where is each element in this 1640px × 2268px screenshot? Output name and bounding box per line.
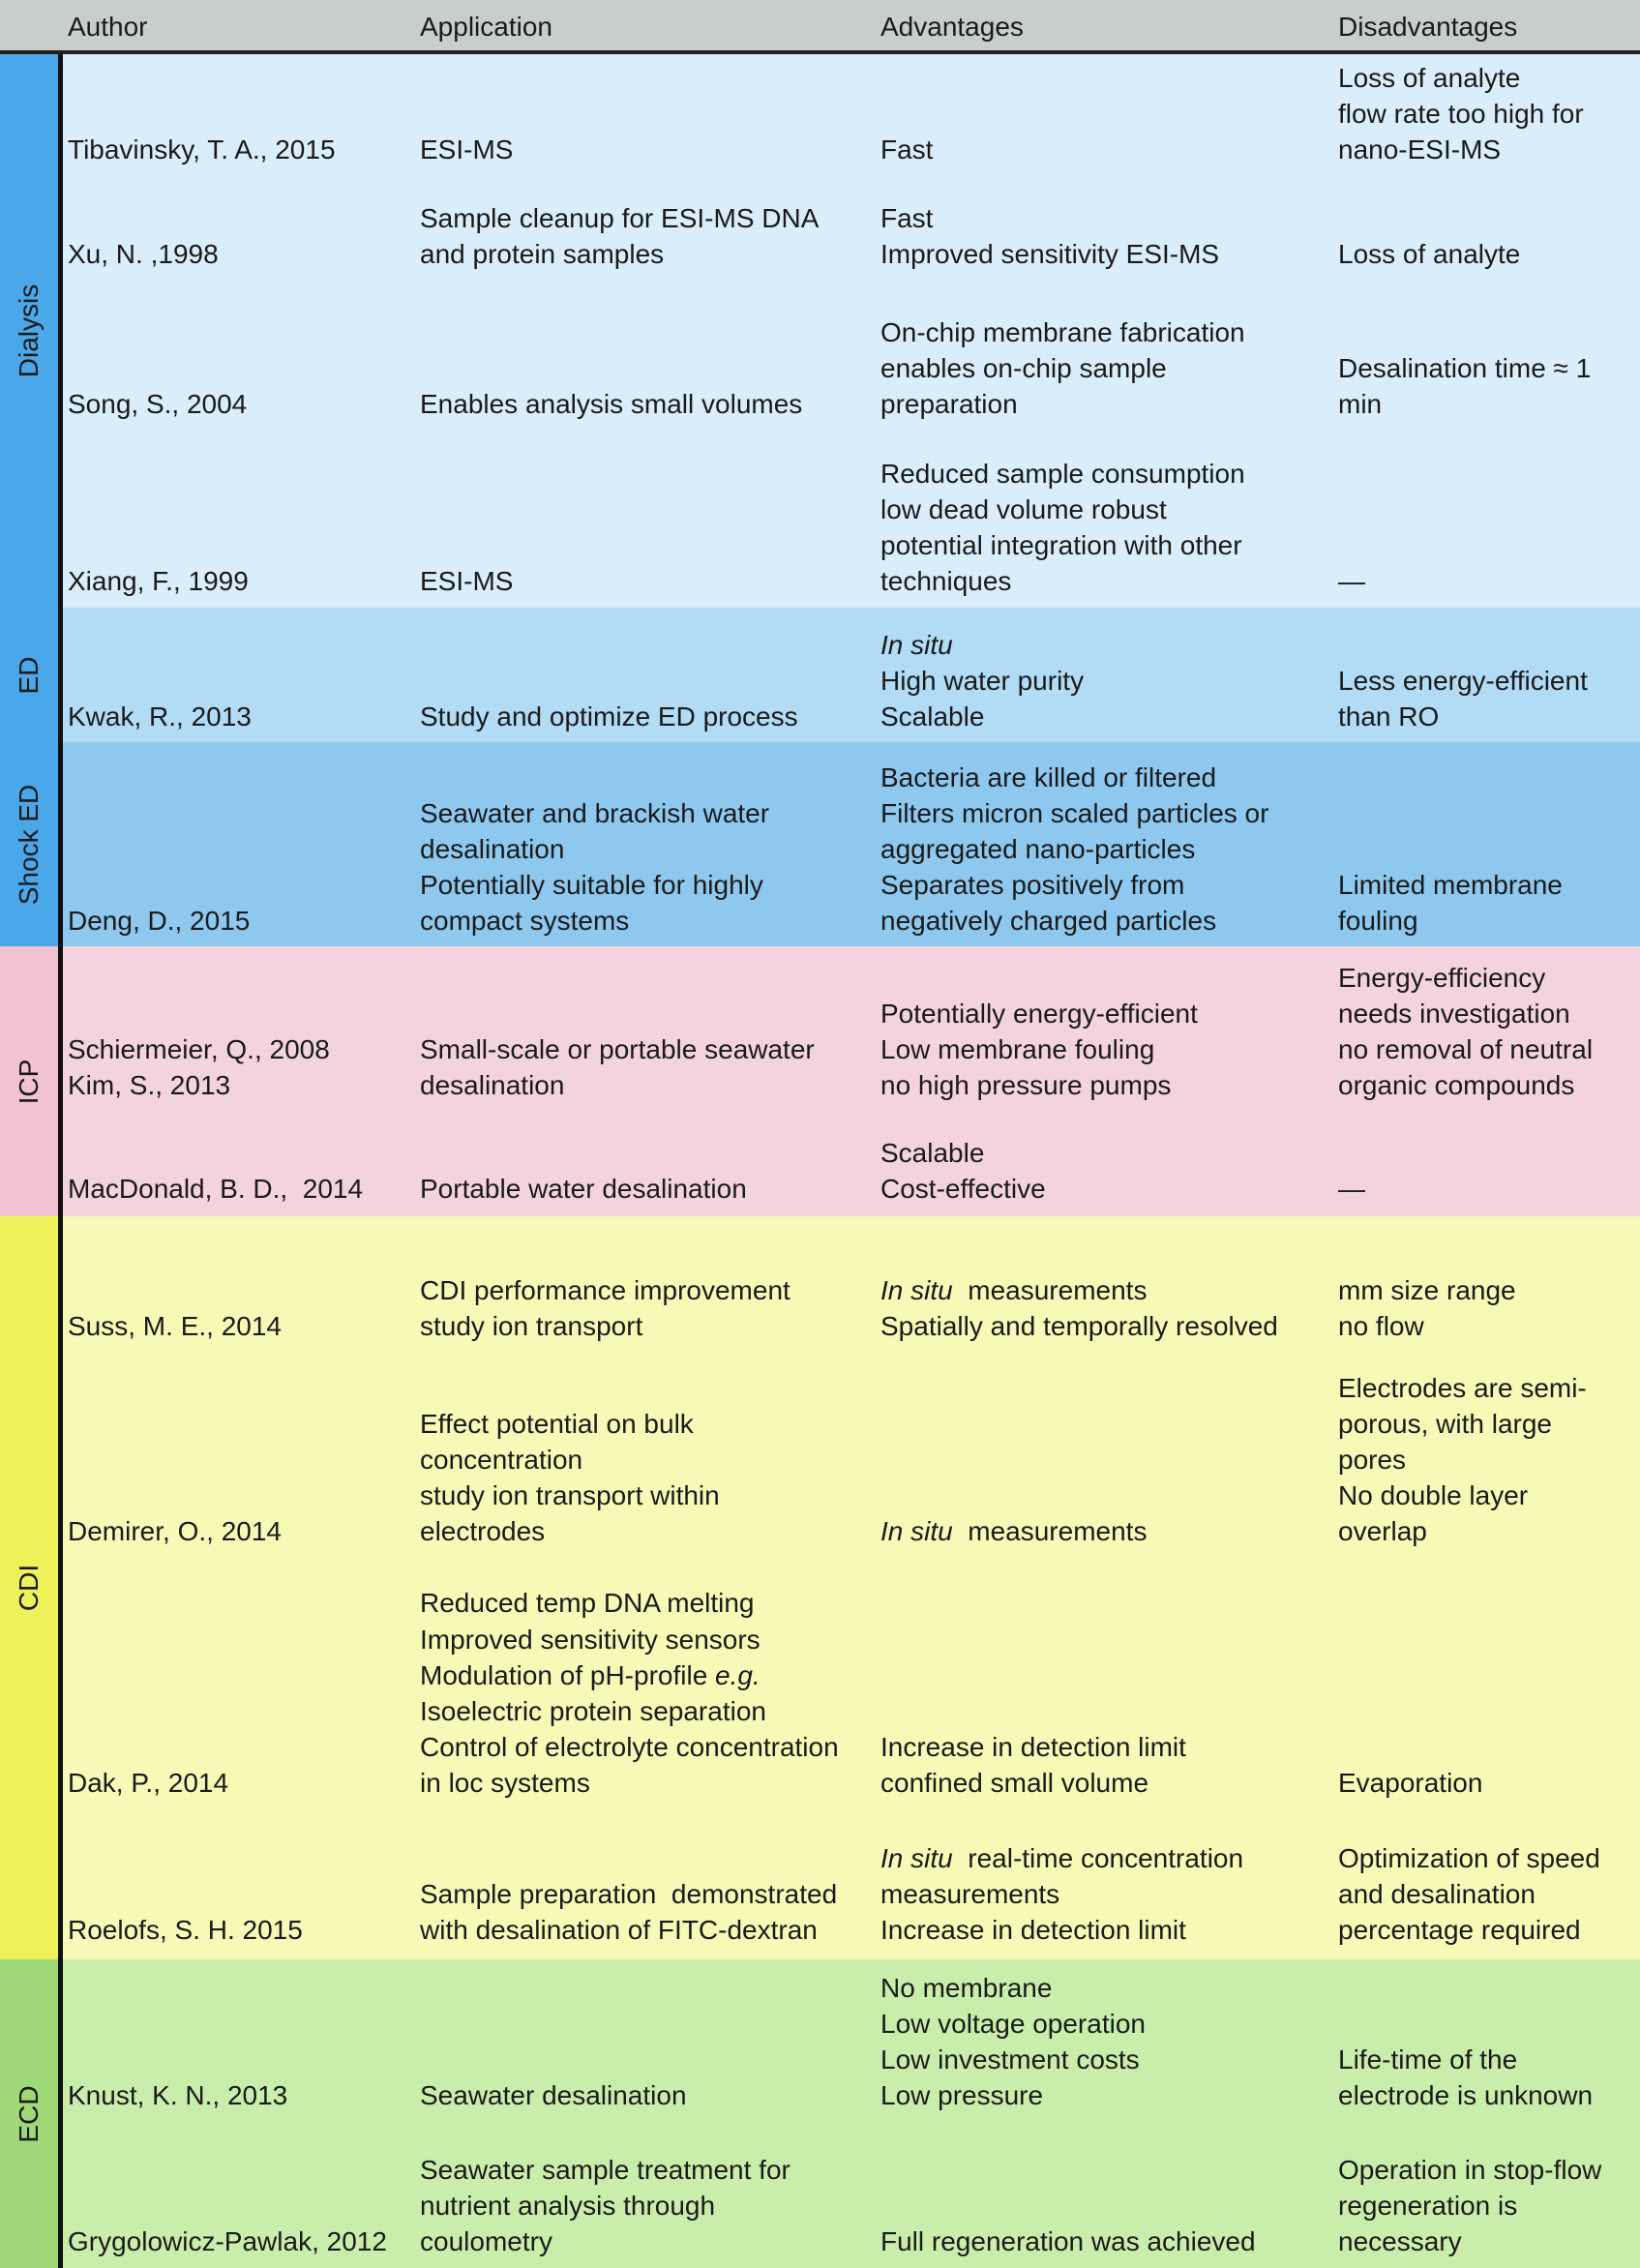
table-cell-advantages: [880, 2223, 1256, 2259]
section-shock-ed: [0, 742, 1640, 946]
cell-line: Dak, P., 2014: [68, 1768, 229, 1799]
cell-line: and desalination: [1338, 1879, 1536, 1910]
section-tab: [0, 742, 58, 946]
cell-line: Scalable: [880, 701, 985, 732]
cell-line: compact systems: [420, 906, 630, 937]
table-cell-application: [420, 1171, 747, 1207]
table-cell-advantages: [880, 200, 1219, 272]
cell-line: Seawater desalination: [420, 2080, 687, 2111]
cell-line: Demirer, O., 2014: [68, 1516, 282, 1547]
cell-line: Roelofs, S. H. 2015: [68, 1915, 303, 1946]
table-cell-application: [420, 563, 513, 599]
cell-line: Scalable: [880, 1138, 985, 1169]
table-cell-disadvantages: [1338, 60, 1584, 168]
section-ecd: [0, 1959, 1640, 2268]
table-cell-advantages: [880, 1729, 1186, 1801]
cell-line: no high pressure pumps: [880, 1070, 1172, 1101]
cell-line: aggregated nano-particles: [880, 834, 1196, 864]
vertical-divider: [58, 54, 63, 2268]
cell-line: desalination: [420, 834, 565, 864]
table-cell-advantages: [880, 314, 1245, 423]
header-disadvantages: Disadvantages: [1338, 12, 1518, 42]
cell-line: Bacteria are killed or filtered: [880, 761, 1217, 792]
cell-line: min: [1338, 389, 1383, 420]
table-header: [0, 0, 1640, 50]
cell-line: necessary: [1338, 2226, 1462, 2257]
cell-line: Separates positively from: [880, 870, 1185, 901]
cell-line: electrodes: [420, 1516, 546, 1547]
cell-line: confined small volume: [880, 1768, 1149, 1799]
table-cell-disadvantages: [1338, 1765, 1482, 1801]
cell-line: Tibavinsky, T. A., 2015: [68, 134, 336, 165]
cell-line: Seawater and brackish water: [420, 797, 770, 828]
cell-line: Enables analysis small volumes: [420, 389, 803, 420]
section-label: Dialysis: [14, 284, 44, 378]
table-cell-application: [420, 1876, 837, 1948]
table-cell-advantages: [880, 1135, 1046, 1207]
cell-line: Xu, N. ,1998: [68, 239, 219, 270]
table-cell-disadvantages: [1338, 1272, 1516, 1344]
section-label: ECD: [14, 2084, 44, 2143]
cell-line: flow rate too high for: [1338, 99, 1584, 130]
cell-line: Modulation of pH-profile e.g.: [420, 1659, 760, 1690]
cell-line: Potentially suitable for highly: [420, 870, 763, 901]
cell-line: Control of electrolyte concentration: [420, 1732, 839, 1763]
cell-line: pores: [1338, 1445, 1407, 1475]
section-tab: [0, 608, 58, 742]
cell-line: preparation: [880, 389, 1018, 420]
cell-line: no flow: [1338, 1311, 1424, 1342]
table-cell-author: [68, 1513, 282, 1549]
cell-line: nano-ESI-MS: [1338, 134, 1502, 165]
cell-line: MacDonald, B. D., 2014: [68, 1174, 364, 1205]
table-cell-advantages: [880, 132, 933, 167]
cell-line: study ion transport within: [420, 1480, 720, 1511]
cell-line: Sample preparation demonstrated: [420, 1879, 838, 1910]
cell-line: Kwak, R., 2013: [68, 701, 252, 732]
cell-line: Isoelectric protein separation: [420, 1696, 766, 1726]
table-cell-author: [68, 699, 252, 734]
table-cell-advantages: [880, 760, 1268, 940]
cell-line: Song, S., 2004: [68, 389, 248, 420]
section-tab: [0, 1959, 58, 2268]
table-cell-advantages: [880, 1970, 1146, 2114]
cell-line: Xiang, F., 1999: [68, 566, 249, 597]
section-label: CDI: [14, 1564, 44, 1612]
table-cell-disadvantages: [1338, 867, 1563, 939]
table-cell-advantages: [880, 456, 1245, 600]
table-cell-author: [68, 1171, 363, 1207]
table-cell-disadvantages: [1338, 2042, 1593, 2113]
cell-line: Low membrane fouling: [880, 1034, 1155, 1065]
table-cell-author: [68, 563, 249, 599]
cell-line: no removal of neutral: [1338, 1034, 1594, 1065]
cell-line: Improved sensitivity ESI-MS: [880, 239, 1220, 270]
section-tab: [0, 946, 58, 1216]
table-cell-application: [420, 1272, 790, 1344]
cell-line: Life-time of the: [1338, 2044, 1518, 2075]
section-icp: [0, 946, 1640, 1216]
section-label: ICP: [14, 1059, 44, 1104]
header-advantages: Advantages: [880, 12, 1024, 42]
cell-line: Grygolowicz-Pawlak, 2012: [68, 2226, 387, 2257]
table-cell-application: [420, 200, 819, 272]
cell-line: Loss of analyte: [1338, 239, 1521, 270]
table-cell-advantages: [880, 1840, 1243, 1949]
section-tab: [0, 54, 58, 608]
cell-line: Improved sensitivity sensors: [420, 1624, 760, 1655]
cell-line: Reduced temp DNA melting: [420, 1588, 755, 1619]
table-cell-disadvantages: [1338, 1171, 1365, 1207]
cell-line: fouling: [1338, 906, 1418, 937]
table-cell-author: [68, 903, 250, 939]
cell-line: Low pressure: [880, 2080, 1044, 2111]
cell-line: needs investigation: [1338, 999, 1570, 1029]
cell-line: In situ measurements: [880, 1516, 1148, 1547]
header-application: Application: [420, 12, 552, 42]
cell-line: Increase in detection limit: [880, 1915, 1186, 1946]
cell-line: low dead volume robust: [880, 494, 1167, 524]
cell-line: High water purity: [880, 666, 1085, 697]
table-cell-author: [68, 236, 219, 272]
table-cell-application: [420, 132, 513, 167]
cell-line: In situ measurements: [880, 1275, 1148, 1306]
cell-line: No membrane: [880, 1972, 1053, 2003]
cell-line: organic compounds: [1338, 1070, 1575, 1101]
cell-line: regeneration is: [1338, 2191, 1518, 2222]
cell-line: mm size range: [1338, 1275, 1516, 1306]
table-cell-author: [68, 1765, 228, 1801]
table-cell-application: [420, 699, 798, 734]
table-cell-application: [420, 1406, 720, 1550]
cell-line: Optimization of speed: [1338, 1843, 1600, 1873]
cell-line: ESI-MS: [420, 134, 514, 165]
cell-line: percentage required: [1338, 1915, 1581, 1946]
cell-line: Deng, D., 2015: [68, 906, 251, 937]
cell-line: negatively charged particles: [880, 906, 1217, 937]
cell-line: potential integration with other: [880, 530, 1242, 561]
table-cell-advantages: [880, 627, 1084, 735]
section-ed: [0, 608, 1640, 742]
cell-line: Schiermeier, Q., 2008: [68, 1034, 330, 1065]
cell-line: nutrient analysis through: [420, 2191, 716, 2222]
table-cell-application: [420, 1031, 815, 1103]
cell-line: Operation in stop-flow: [1338, 2155, 1602, 2185]
table-cell-application: [420, 1585, 839, 1801]
table-cell-application: [420, 2152, 790, 2260]
cell-line: concentration: [420, 1445, 583, 1475]
table-cell-author: [68, 132, 336, 167]
cell-line: Fast: [880, 134, 934, 165]
table-cell-author: [68, 2223, 387, 2259]
cell-line: Kim, S., 2013: [68, 1070, 231, 1101]
cell-line: —: [1338, 1174, 1365, 1205]
section-dialysis: [0, 54, 1640, 608]
cell-line: Suss, M. E., 2014: [68, 1311, 282, 1342]
table-cell-application: [420, 2077, 687, 2113]
cell-line: —: [1338, 566, 1365, 597]
cell-line: Limited membrane: [1338, 870, 1563, 901]
cell-line: Loss of analyte: [1338, 63, 1521, 93]
cell-line: CDI performance improvement: [420, 1275, 790, 1306]
cell-line: enables on-chip sample: [880, 353, 1167, 384]
cell-line: in loc systems: [420, 1768, 590, 1799]
cell-line: Desalination time ≈ 1: [1338, 353, 1592, 384]
cell-line: Knust, K. N., 2013: [68, 2080, 288, 2111]
cell-line: Electrodes are semi-: [1338, 1372, 1587, 1403]
table-cell-author: [68, 1912, 303, 1948]
table-cell-disadvantages: [1338, 1370, 1587, 1550]
table-cell-disadvantages: [1338, 563, 1365, 599]
table-cell-author: [68, 386, 247, 422]
section-cdi: [0, 1216, 1640, 1959]
table-cell-disadvantages: [1338, 1840, 1600, 1949]
cell-line: overlap: [1338, 1516, 1427, 1547]
cell-line: coulometry: [420, 2226, 552, 2257]
cell-line: Full regeneration was achieved: [880, 2226, 1256, 2257]
cell-line: than RO: [1338, 701, 1440, 732]
table-cell-disadvantages: [1338, 960, 1593, 1104]
cell-line: Portable water desalination: [420, 1174, 747, 1205]
cell-line: desalination: [420, 1070, 565, 1101]
table-cell-disadvantages: [1338, 663, 1588, 734]
cell-line: Less energy-efficient: [1338, 666, 1588, 697]
cell-line: ESI-MS: [420, 566, 514, 597]
cell-line: techniques: [880, 566, 1012, 597]
cell-line: Potentially energy-efficient: [880, 999, 1198, 1029]
cell-line: with desalination of FITC-dextran: [420, 1915, 818, 1946]
cell-line: Low voltage operation: [880, 2009, 1146, 2039]
cell-line: and protein samples: [420, 239, 665, 270]
cell-line: No double layer: [1338, 1480, 1529, 1511]
cell-line: On-chip membrane fabrication: [880, 317, 1245, 347]
header-author: Author: [68, 12, 148, 42]
table-cell-advantages: [880, 1513, 1147, 1549]
table-cell-advantages: [880, 996, 1198, 1104]
table-cell-disadvantages: [1338, 2152, 1601, 2260]
cell-line: electrode is unknown: [1338, 2080, 1594, 2111]
cell-line: Sample cleanup for ESI-MS DNA: [420, 203, 820, 234]
cell-line: measurements: [880, 1879, 1060, 1910]
cell-line: porous, with large: [1338, 1408, 1553, 1439]
cell-line: Filters micron scaled particles or: [880, 797, 1269, 828]
table-cell-advantages: [880, 1272, 1278, 1344]
section-tab: [0, 1216, 58, 1959]
table-cell-author: [68, 2077, 287, 2113]
table-cell-author: [68, 1308, 282, 1344]
cell-line: Spatially and temporally resolved: [880, 1311, 1278, 1342]
cell-line: study ion transport: [420, 1311, 643, 1342]
table-cell-application: [420, 386, 802, 422]
table-cell-application: [420, 795, 769, 940]
cell-line: In situ real-time concentration: [880, 1843, 1244, 1873]
cell-line: Increase in detection limit: [880, 1732, 1186, 1763]
table-cell-author: [68, 1031, 330, 1103]
cell-line: Reduced sample consumption: [880, 458, 1245, 489]
table-cell-disadvantages: [1338, 350, 1591, 422]
cell-line: Evaporation: [1338, 1768, 1483, 1799]
cell-line: Seawater sample treatment for: [420, 2155, 790, 2185]
cell-line: Fast: [880, 203, 934, 234]
cell-line: Low investment costs: [880, 2044, 1140, 2075]
section-label: ED: [14, 656, 44, 694]
cell-line: Effect potential on bulk: [420, 1408, 694, 1439]
cell-line: Energy-efficiency: [1338, 962, 1546, 993]
table-cell-disadvantages: [1338, 236, 1520, 272]
cell-line: Small-scale or portable seawater: [420, 1034, 815, 1065]
cell-line: Cost-effective: [880, 1174, 1046, 1205]
cell-line: Study and optimize ED process: [420, 701, 798, 732]
section-label: Shock ED: [14, 784, 44, 905]
cell-line: In situ: [880, 630, 953, 660]
